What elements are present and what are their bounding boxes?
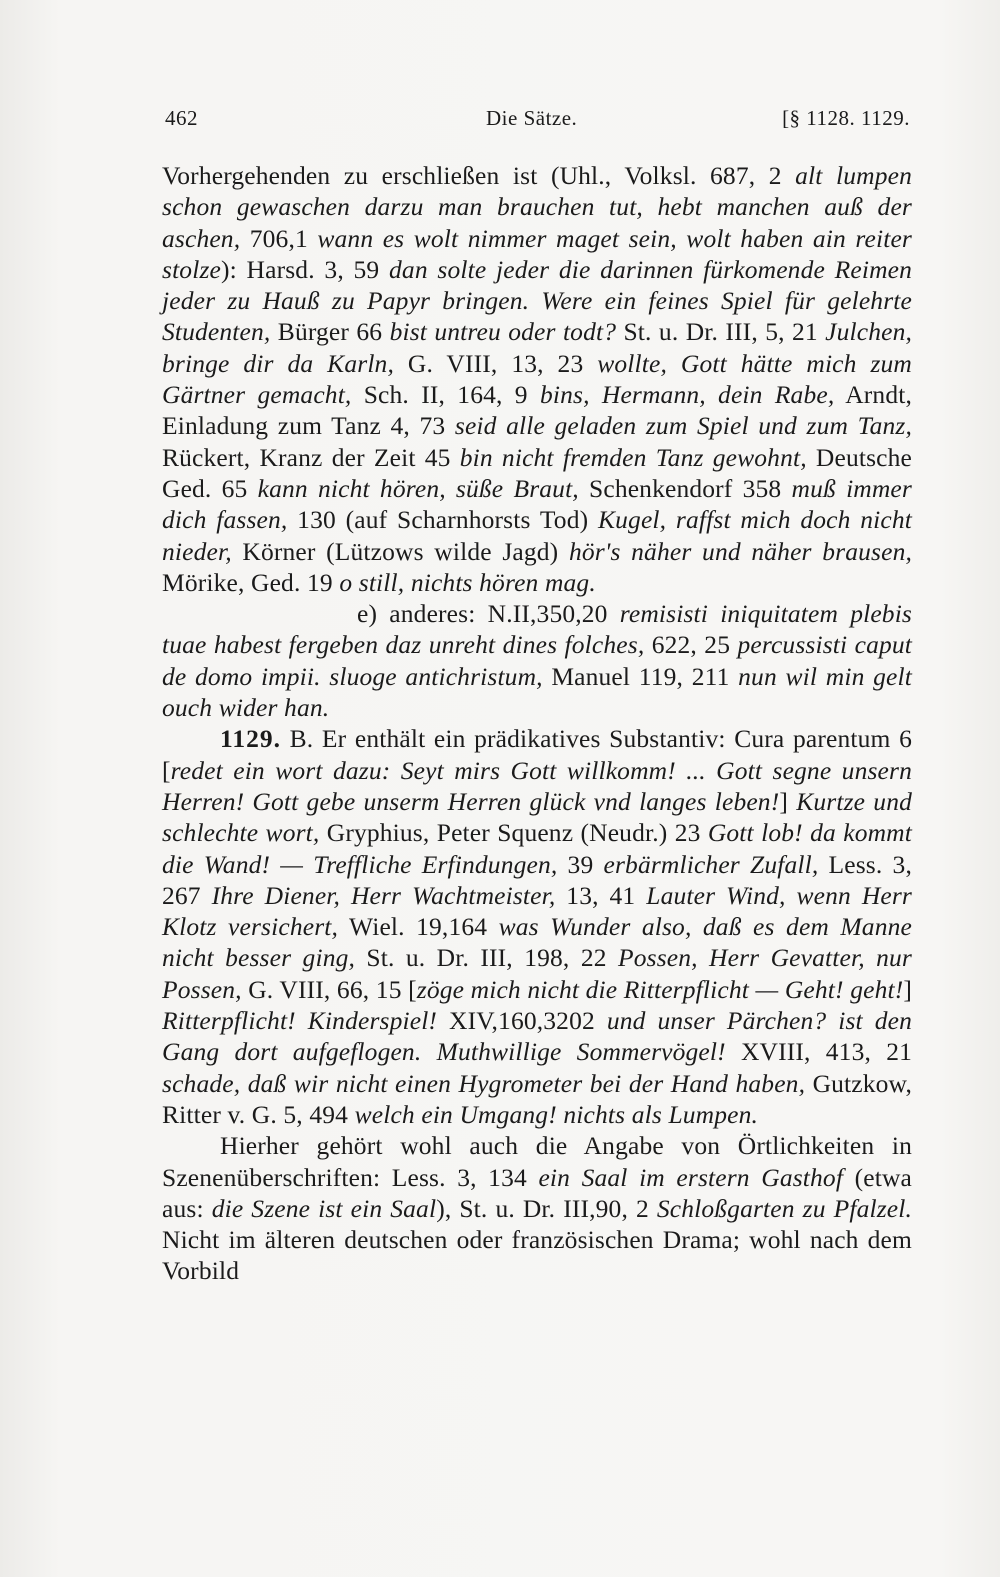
- paragraph: [162, 1130, 912, 1286]
- italic-citation: alt lumpen schon gewaschen darzu man brauchen tut, hebt manchen auß der aschen,: [162, 161, 912, 253]
- text-run: Rückert, Kranz der Zeit 45: [162, 442, 460, 472]
- text-run: e) anderes: N.II,350,20: [357, 599, 620, 629]
- italic-citation: zöge mich nicht die Ritterpflicht — Geht! geht!: [416, 974, 904, 1004]
- italic-citation: Gott lob! da kommt die Wand! — Treffliche Erfindungen,: [162, 818, 912, 879]
- text-run: Gryphius, Peter Squenz (Neudr.) 23: [319, 818, 708, 848]
- text-run: Vorhergehenden zu erschließen ist (Uhl., Volksl. 687, 2: [162, 161, 796, 190]
- italic-citation: Kurtze und schlechte wort,: [162, 786, 913, 848]
- italic-citation: erbärmlicher Zufall,: [603, 849, 819, 879]
- text-run: Mörike, Ged. 19: [162, 567, 340, 597]
- text-run: St. u. Dr. III, 198, 22: [355, 943, 618, 973]
- text-run: Wiel. 19,164: [338, 912, 499, 942]
- italic-citation: o still, nichts hören mag.: [339, 567, 596, 597]
- italic-citation: nun wil min gelt ouch wider han.: [162, 661, 912, 723]
- italic-citation: schade, daß wir nicht einen Hygrometer bei der Hand haben,: [162, 1068, 806, 1098]
- italic-citation: bist untreu oder todt?: [389, 317, 617, 347]
- italic-citation: die Szene ist ein Saal: [211, 1193, 437, 1223]
- italic-citation: Ritterpflicht! Kinderspiel!: [162, 1006, 438, 1036]
- text-run: Körner (Lützows wilde Jagd): [231, 536, 569, 566]
- running-header: [165, 106, 910, 134]
- text-run: ): Harsd. 3, 59: [221, 254, 390, 284]
- italic-citation: seid alle geladen zum Spiel und zum Tanz,: [454, 411, 912, 441]
- text-run: Bürger 66: [270, 317, 390, 347]
- italic-citation: Schloßgarten zu Pfalzel.: [656, 1193, 913, 1223]
- italic-citation: muß immer dich fassen,: [162, 473, 912, 535]
- text-run: G. VIII, 13, 23: [393, 348, 598, 378]
- italic-citation: Possen, Herr Gevatter, nur Possen,: [162, 943, 912, 1004]
- text-run: Gutzkow, Ritter v. G. 5, 494: [162, 1068, 912, 1129]
- text-run: B. Er enthält ein prädikatives Substantiv: Cura parentum 6 [: [162, 724, 912, 785]
- text-run: Schenkendorf 358: [578, 473, 792, 503]
- italic-citation: bin nicht fremden Tanz gewohnt,: [459, 442, 807, 472]
- text-run: Arndt, Einladung zum Tanz 4, 73: [162, 380, 912, 441]
- italic-citation: welch ein Umgang! nichts als Lumpen.: [354, 1099, 759, 1129]
- text-run: Manuel 119, 211: [542, 661, 739, 691]
- italic-citation: Julchen, bringe dir da Karln,: [162, 317, 913, 378]
- text-run: (etwa aus:: [162, 1162, 913, 1223]
- text-run: Sch. II, 164, 9: [351, 380, 540, 410]
- text-run: 622, 25: [644, 630, 738, 660]
- text-run: ]: [779, 786, 797, 816]
- italic-citation: wollte, Gott hätte mich zum Gärtner gemacht,: [162, 348, 912, 410]
- italic-citation: bins, Hermann, dein Rabe,: [539, 380, 835, 410]
- italic-citation: wann es wolt nimmer maget sein, wolt haben ain reiter stolze: [162, 223, 912, 284]
- italic-citation: was Wunder also, daß es dem Manne nicht besser ging,: [162, 912, 912, 973]
- italic-citation: Lauter Wind, wenn Herr Klotz versichert,: [162, 880, 912, 942]
- italic-citation: hör's näher und näher brausen,: [568, 536, 913, 566]
- paragraph: [162, 598, 912, 723]
- italic-citation: ein Saal im erstern Gasthof: [538, 1162, 844, 1192]
- italic-citation: Ihre Diener, Herr Wachtmeister,: [211, 880, 556, 910]
- italic-citation: kann nicht hören, süße Braut,: [257, 473, 579, 503]
- text-run: 13, 41: [555, 880, 647, 910]
- text-run: ]: [903, 974, 913, 1004]
- page-number: 462: [165, 106, 198, 130]
- running-title: Die Sätze.: [486, 106, 578, 130]
- section-number: 1129.: [220, 724, 281, 754]
- italic-citation: redet ein wort dazu: Seyt mirs Gott willkomm! ... Gott segne unsern Herren! Gott gebe unserm Herren glück vnd langes leben!: [162, 755, 912, 816]
- body-text: [162, 160, 912, 1287]
- paragraph: [162, 723, 912, 1130]
- text-run: Less. 3, 267: [162, 849, 912, 910]
- text-run: Deutsche Ged. 65: [162, 442, 912, 503]
- text-run: XIV,160,3202: [437, 1006, 607, 1036]
- italic-citation: percussisti caput de domo impii. sluoge antichristum,: [162, 630, 912, 691]
- italic-citation: remisisti iniquitatem plebis tuae habest fergeben daz unreht dines folches,: [162, 599, 913, 660]
- italic-citation: Kugel, raffst mich doch nicht nieder,: [162, 505, 913, 566]
- text-run: St. u. Dr. III, 5, 21: [616, 317, 826, 347]
- text-run: ), St. u. Dr. III,90, 2: [436, 1193, 657, 1223]
- italic-citation: dan solte jeder die darinnen fürkomende Reimen jeder zu Hauß zu Papyr bringen. Were ein feines Spiel für gelehrte Studenten,: [162, 254, 912, 347]
- text-run: XVIII, 413, 21: [725, 1037, 913, 1067]
- text-run: 39: [557, 849, 604, 879]
- text-run: Nicht im älteren deutschen oder französischen Drama; wohl nach dem Vorbild: [162, 1225, 912, 1286]
- text-run: Hierher gehört wohl auch die Angabe von Örtlichkeiten in Szenenüberschriften: Less. 3, 134: [162, 1131, 912, 1192]
- section-reference: [§ 1128. 1129.: [782, 106, 910, 130]
- paragraph: [162, 160, 912, 598]
- italic-citation: und unser Pärchen? ist den Gang dort aufgeflogen. Muthwillige Sommervögel!: [162, 1006, 913, 1067]
- text-run: G. VIII, 66, 15 [: [241, 974, 417, 1004]
- text-run: 130 (auf Scharnhorsts Tod): [287, 505, 598, 535]
- text-run: 706,1: [240, 223, 318, 253]
